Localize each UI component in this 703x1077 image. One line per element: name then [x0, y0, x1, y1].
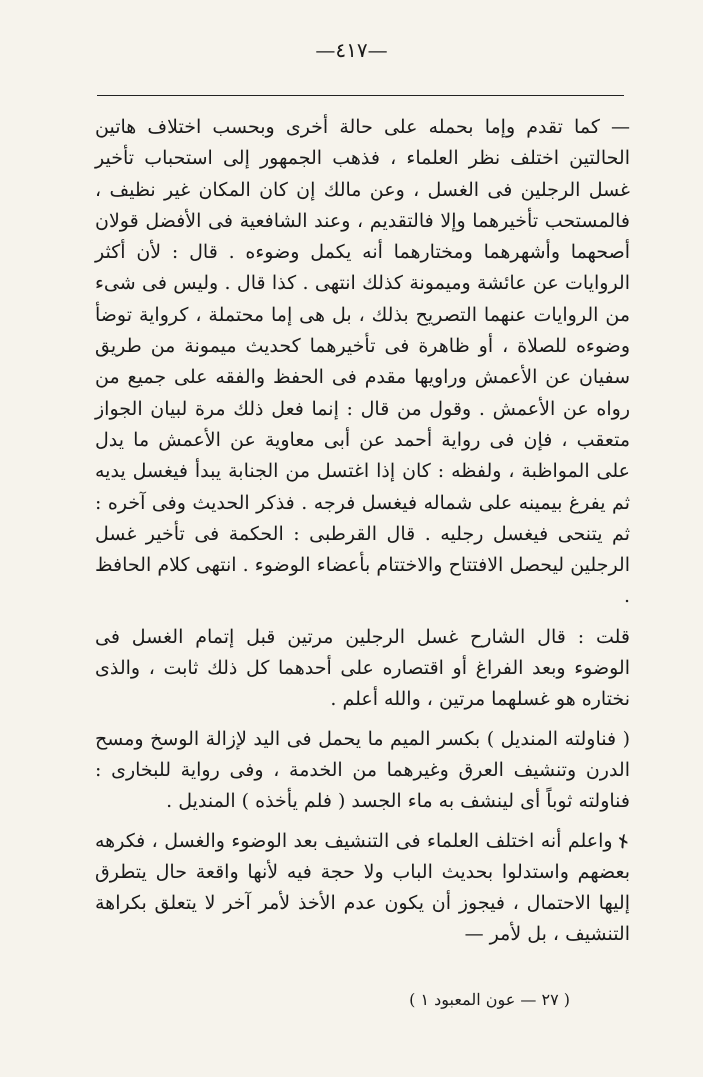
paragraph-drying-text: واعلم أنه اختلف العلماء فى التنشيف بعد الوضوء والغسل ، فكرهه بعضهم واستدلوا بحديث الباب ولا حجة فيه لأنها واقعة حال يتطرق إليها الاحتمال ، فيجوز أن يكون عدم الأخذ لأمر آخر لا يتعلق بكراهة التنشيف ، بل لأمر — — [95, 829, 630, 946]
paragraph-towel-hadith: ( فناولته المنديل ) بكسر الميم ما يحمل فى اليد لإزالة الوسخ ومسح الدرن وتنشيف العرق وغيرهما من الخدمة ، وفى رواية للبخارى : فناولته ثوباً أى لينشف به ماء الجسد ( فلم يأخذه ) المنديل . — [95, 727, 630, 813]
margin-mark-icon: ✗ — [612, 829, 634, 853]
paragraph-drying-discussion — [95, 826, 634, 951]
paragraph-continuation: — كما تقدم وإما بحمله على حالة أخرى وبحسب اختلاف هاتين الحالتين اختلف نظر العلماء ، فذهب الجمهور إلى استحباب تأخير غسل الرجلين فى الغسل ، وعن مالك إن كان المكان غير نظيف ، فالمستحب تأخيرهما وإلا فالتقديم ، وعند الشافعية فى الأفضل قولان أصحهما وأشهرهما ومختارهما أنه يكمل وضوءه . قال : لأن أكثر الروايات عن عائشة وميمونة كذلك انتهى . كذا قال . وليس فى شىء من الروايات عنهما التصريح بذلك ، بل هى إما محتملة ، كرواية توضأ وضوءه للصلاة ، أو ظاهرة فى تأخيرهما كحديث ميمونة من طريق سفيان عن الأعمش وراويها مقدم فى الحفظ والفقه على جميع من رواه عن الأعمش . وقول من قال : إنما فعل ذلك مرة لبيان الجواز متعقب ، فإن فى رواية أحمد عن أبى معاوية عن الأعمش ما يدل على المواظبة ، ولفظه : كان إذا اغتسل من الجنابة يبدأ فيغسل يديه ثم يفرغ بيمينه على شماله فيغسل فرجه . فذكر الحديث وفى آخره : ثم يتنحى فيغسل رجليه . قال القرطبى : الحكمة فى تأخير غسل الرجلين ليحصل الافتتاح والاختتام بأعضاء الوضوء . انتهى كلام الحافظ . — [95, 116, 630, 608]
header-rule — [97, 95, 624, 96]
commentary-body — [95, 112, 634, 951]
paragraph-author-note: قلت : قال الشارح غسل الرجلين مرتين قبل إتمام الغسل فى الوضوء وبعد الفراغ أو اقتصاره على أحدهما كل ذلك ثابت ، والذى نختاره هو غسلهما مرتين ، والله أعلم . — [95, 625, 630, 711]
page-number: —٤١٧— — [315, 38, 388, 62]
signature-footer: ( ٢٧ — عون المعبود ١ ) — [409, 990, 570, 1009]
